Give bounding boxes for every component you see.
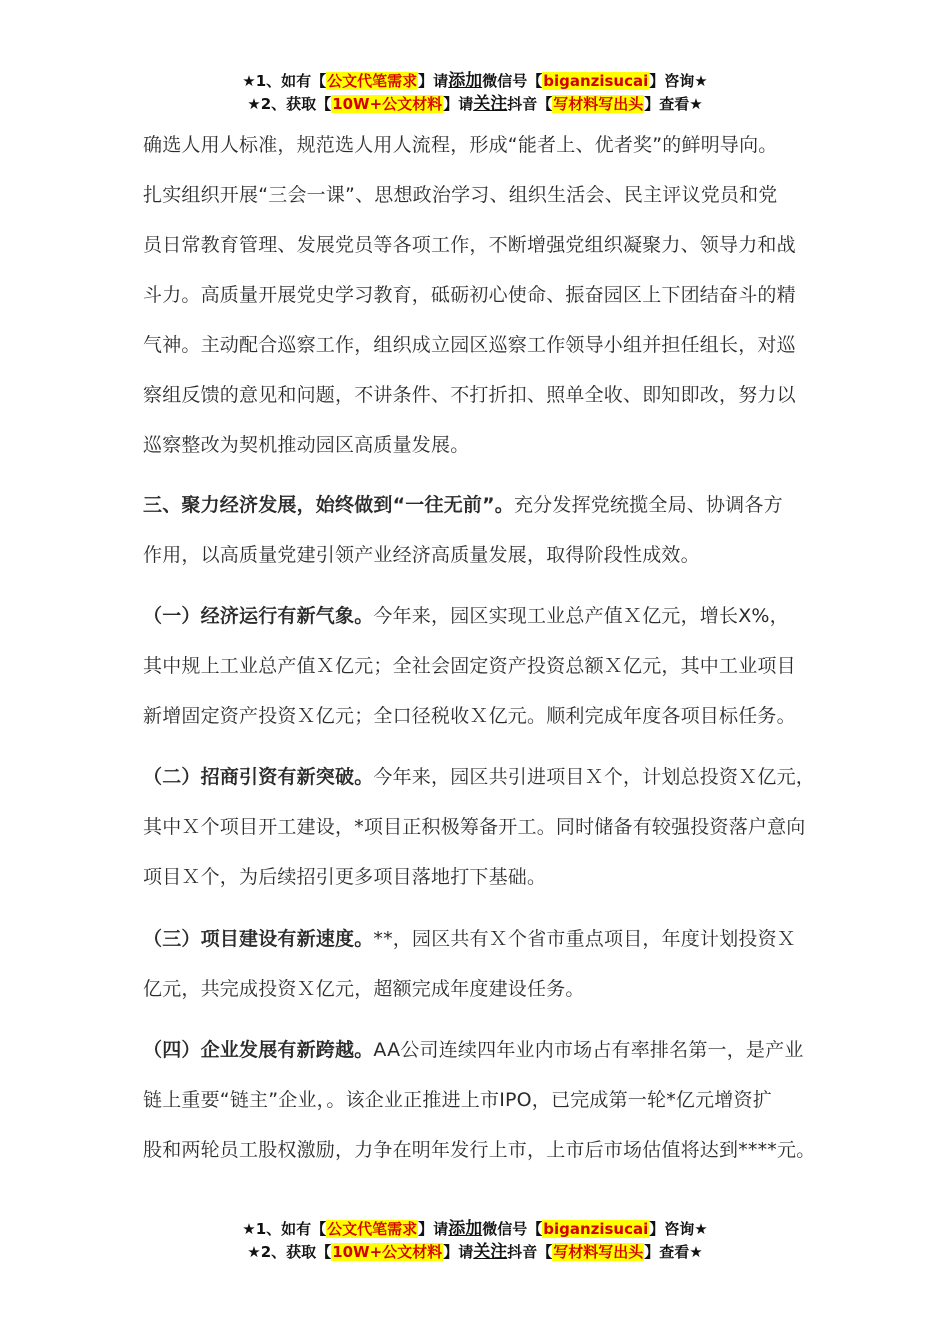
subsection-title: （三）项目建设有新速度。 bbox=[143, 928, 374, 950]
banner-line-2 bbox=[0, 1241, 950, 1264]
bottom-banner bbox=[0, 1218, 950, 1264]
subsection-title: （四）企业发展有新跨越。 bbox=[143, 1039, 374, 1061]
banner-highlight: 公文代笔需求 bbox=[327, 72, 418, 90]
text-line: 员日常教育管理、发展党员等各项工作，不断增强党组织凝聚力、领导力和战 bbox=[143, 234, 796, 256]
banner-highlight: biganzisucai bbox=[543, 72, 649, 90]
banner-emphasis: 添加 bbox=[448, 1219, 483, 1239]
banner-emphasis: 关注 bbox=[473, 94, 508, 114]
text-line: 其中Ｘ个项目开工建设，*项目正积极筹备开工。同时储备有较强投资落户意向 bbox=[143, 816, 806, 838]
text-run: 今年来，园区实现工业总产值Ｘ亿元，增长X%， bbox=[373, 605, 789, 627]
banner-emphasis: 添加 bbox=[448, 71, 483, 91]
banner-text: 】咨询★ bbox=[649, 72, 708, 90]
text-line bbox=[143, 752, 816, 802]
paragraph-investment bbox=[143, 752, 816, 902]
banner-highlight: 10W+公文材料 bbox=[332, 95, 443, 113]
banner-highlight: 写材料写出头 bbox=[553, 1243, 644, 1261]
paragraph-party-building bbox=[143, 120, 813, 470]
banner-text: 】查看★ bbox=[644, 95, 703, 113]
text-run: AA公司连续四年业内市场占有率排名第一，是产业 bbox=[373, 1039, 804, 1061]
text-line: 作用，以高质量党建引领产业经济高质量发展，取得阶段性成效。 bbox=[143, 544, 700, 566]
banner-text: ★1、如有【 bbox=[242, 72, 327, 90]
text-line: 亿元，共完成投资Ｘ亿元，超额完成年度建设任务。 bbox=[143, 978, 585, 1000]
banner-text: ★1、如有【 bbox=[242, 1220, 327, 1238]
top-banner bbox=[0, 70, 950, 116]
banner-text: 】请 bbox=[443, 95, 474, 113]
text-line bbox=[143, 1025, 813, 1075]
banner-highlight: biganzisucai bbox=[543, 1220, 649, 1238]
text-line: 确选人用人标准，规范选人用人流程，形成“能者上、优者奖”的鲜明导向。 bbox=[143, 134, 778, 156]
text-run: **，园区共有Ｘ个省市重点项目，年度计划投资Ｘ bbox=[373, 928, 797, 950]
text-line bbox=[143, 480, 813, 530]
banner-text: ★2、获取【 bbox=[247, 1243, 332, 1261]
text-line: 其中规上工业总产值Ｘ亿元；全社会固定资产投资总额Ｘ亿元，其中工业项目 bbox=[143, 655, 796, 677]
text-line: 巡察整改为契机推动园区高质量发展。 bbox=[143, 434, 470, 456]
banner-highlight: 公文代笔需求 bbox=[327, 1220, 418, 1238]
banner-highlight: 写材料写出头 bbox=[553, 95, 644, 113]
text-line: 斗力。高质量开展党史学习教育，砥砺初心使命、振奋园区上下团结奋斗的精 bbox=[143, 284, 796, 306]
subsection-title: （一）经济运行有新气象。 bbox=[143, 605, 374, 627]
banner-line-2 bbox=[0, 93, 950, 116]
text-run: 充分发挥党统揽全局、协调各方 bbox=[513, 494, 783, 516]
text-line: 气神。主动配合巡察工作，组织成立园区巡察工作领导小组并担任组长，对巡 bbox=[143, 334, 796, 356]
text-line: 察组反馈的意见和问题，不讲条件、不打折扣、照单全收、即知即改，努力以 bbox=[143, 384, 796, 406]
banner-emphasis: 关注 bbox=[473, 1242, 508, 1262]
section-heading-economy bbox=[143, 480, 813, 580]
banner-text: 】咨询★ bbox=[649, 1220, 708, 1238]
text-line: 项目Ｘ个，为后续招引更多项目落地打下基础。 bbox=[143, 866, 547, 888]
banner-text: 抖音【 bbox=[507, 1243, 553, 1261]
banner-line-1 bbox=[0, 1218, 950, 1241]
banner-text: ★2、获取【 bbox=[247, 95, 332, 113]
banner-text: 】请 bbox=[418, 72, 449, 90]
text-run: 今年来，园区共引进项目Ｘ个，计划总投资Ｘ亿元， bbox=[373, 766, 816, 788]
paragraph-enterprise-development bbox=[143, 1025, 816, 1175]
banner-text: 微信号【 bbox=[482, 1220, 543, 1238]
text-line: 股和两轮员工股权激励，力争在明年发行上市，上市后市场估值将达到****元。 bbox=[143, 1139, 816, 1161]
banner-text: 】查看★ bbox=[644, 1243, 703, 1261]
banner-text: 】请 bbox=[418, 1220, 449, 1238]
banner-text: 】请 bbox=[443, 1243, 474, 1261]
text-line: 新增固定资产投资Ｘ亿元；全口径税收Ｘ亿元。顺利完成年度各项目标任务。 bbox=[143, 705, 796, 727]
subsection-title: （二）招商引资有新突破。 bbox=[143, 766, 374, 788]
text-line: 链上重要“链主”企业，。该企业正推进上市IPO，已完成第一轮*亿元增资扩 bbox=[143, 1089, 772, 1111]
banner-text: 微信号【 bbox=[482, 72, 543, 90]
banner-line-1 bbox=[0, 70, 950, 93]
section-title: 三、聚力经济发展，始终做到“一往无前”。 bbox=[143, 494, 514, 516]
paragraph-project-construction bbox=[143, 914, 813, 1014]
banner-highlight: 10W+公文材料 bbox=[332, 1243, 443, 1261]
paragraph-economic-operation bbox=[143, 591, 813, 741]
text-line: 扎实组织开展“三会一课”、思想政治学习、组织生活会、民主评议党员和党 bbox=[143, 184, 778, 206]
banner-text: 抖音【 bbox=[507, 95, 553, 113]
text-line bbox=[143, 914, 813, 964]
text-line bbox=[143, 591, 813, 641]
